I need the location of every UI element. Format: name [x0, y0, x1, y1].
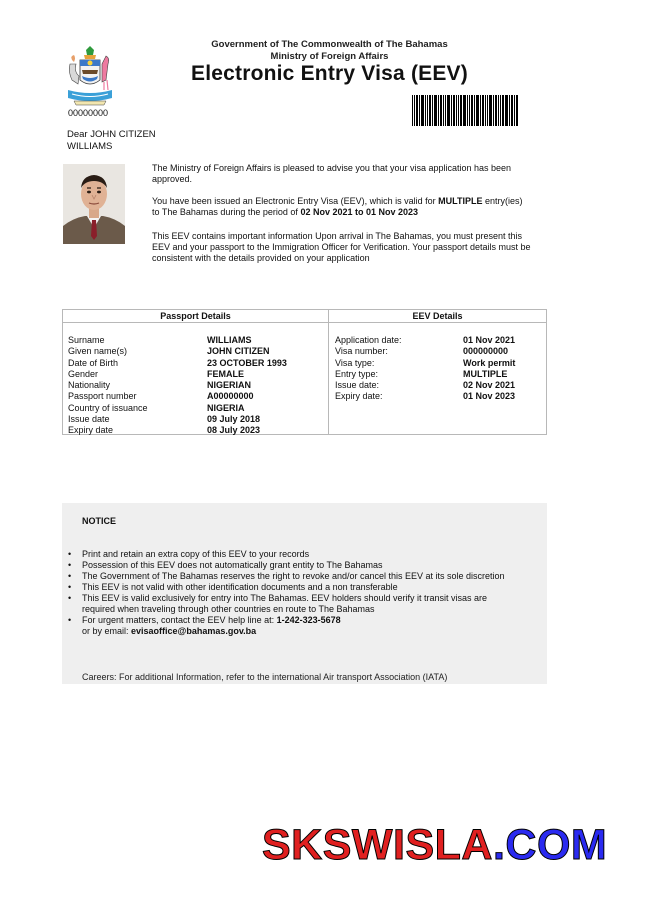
notice-item-text: This EEV is valid exclusively for entry into The Bahamas. EEV holders should verify it transit visas are required when traveling through other countries en route to The Bahamas [82, 593, 488, 614]
notice-item-text: This EEV is not valid with other identification documents and a non transferable [82, 582, 398, 592]
row-label: Expiry date: [335, 391, 383, 402]
email-prefix: or by email: [82, 626, 132, 636]
notice-list [68, 549, 508, 637]
table-row [68, 346, 323, 357]
table-row [68, 358, 323, 369]
row-value: 01 Nov 2021 [463, 335, 516, 345]
bullet-icon: • [68, 593, 72, 603]
row-value: MULTIPLE [463, 368, 508, 379]
table-row [68, 391, 323, 402]
bullet-icon: • [68, 582, 72, 592]
table-row [68, 403, 323, 414]
row-label: Visa number: [335, 346, 388, 357]
document-title: Electronic Entry Visa (EEV) [191, 62, 468, 85]
list-item [68, 571, 508, 582]
table-row [335, 346, 540, 357]
row-label: Gender [68, 368, 99, 379]
row-value: 02 Nov 2021 [463, 380, 516, 391]
table-row [68, 380, 323, 391]
row-value: 09 July 2018 [207, 414, 261, 425]
row-label: Issue date: [335, 380, 380, 391]
row-label: Surname [68, 335, 105, 345]
bullet-icon: • [68, 615, 72, 625]
barcode-icon [412, 95, 518, 126]
table-row [335, 335, 540, 346]
row-label: Expiry date [68, 425, 114, 436]
row-value: NIGERIAN [207, 380, 252, 391]
notice-title: NOTICE [82, 516, 117, 526]
row-value: 23 OCTOBER 1993 [207, 357, 287, 368]
row-label: Passport number [68, 391, 137, 402]
row-value: Work permit [463, 357, 516, 368]
row-value: NIGERIA [207, 402, 245, 413]
addressee-line2: WILLIAMS [67, 140, 113, 152]
validity-text-c: entry(ies) to The Bahamas during the period of [152, 196, 523, 217]
row-label: Country of issuance [68, 402, 148, 413]
validity-period-bold: 02 Nov 2021 to 01 Nov 2023 [300, 207, 419, 217]
table-row [68, 425, 323, 436]
row-label: Issue date [68, 414, 110, 425]
instructions-paragraph: This EEV contains important information Upon arrival in The Bahamas, you must present this EEV and your passport to the Immigration Officer for Verification. Your passport details must be consistent with the details provided on your application [152, 231, 531, 263]
bullet-icon: • [68, 549, 72, 559]
list-item [68, 593, 508, 615]
row-value: JOHN CITIZEN [207, 346, 270, 357]
row-value: 01 Nov 2023 [463, 391, 516, 402]
row-value: 08 July 2023 [207, 425, 261, 436]
list-item [68, 560, 508, 571]
validity-text-a: You have been issued an Electronic Entry Visa (EEV), which is valid for [152, 196, 439, 206]
table-row [335, 380, 540, 391]
applicant-photo [63, 164, 125, 244]
passport-details-heading: Passport Details [63, 310, 328, 323]
row-value: A00000000 [207, 391, 254, 402]
watermark-part2: .COM [492, 821, 608, 869]
row-label: Entry type: [335, 368, 379, 379]
addressee [67, 129, 187, 152]
row-value: WILLIAMS [207, 335, 252, 345]
notice-item-text: Print and retain an extra copy of this EEV to your records [82, 549, 310, 559]
entry-type-bold: MULTIPLE [438, 196, 483, 206]
row-label: Nationality [68, 380, 111, 391]
row-value: 000000000 [463, 346, 509, 357]
passport-rows [68, 335, 323, 437]
ministry-heading: Ministry of Foreign Affairs [270, 51, 389, 62]
row-label: Date of Birth [68, 357, 119, 368]
table-row [335, 369, 540, 380]
table-row [68, 335, 323, 346]
table-row [335, 391, 540, 402]
help-line-phone: 1-242-323-5678 [276, 615, 341, 625]
row-label: Given name(s) [68, 346, 128, 357]
approval-paragraph: The Ministry of Foreign Affairs is pleased to advise you that your visa application has been approved. [152, 163, 512, 184]
watermark-part1: SKSWISLA [262, 821, 493, 869]
list-item [68, 615, 508, 637]
notice-item-text: The Government of The Bahamas reserves the right to revoke and/or cancel this EEV at its sole discretion [82, 571, 505, 581]
table-row [68, 369, 323, 380]
table-row [68, 414, 323, 425]
validity-paragraph [152, 196, 532, 218]
careers-note: Careers: For additional Information, refer to the international Air transport Association (IATA) [82, 672, 448, 682]
row-value: FEMALE [207, 368, 244, 379]
list-item [68, 582, 508, 593]
passport-details-table [62, 309, 329, 435]
table-row [335, 358, 540, 369]
notice-item-text: Possession of this EEV does not automatically grant entity to The Bahamas [82, 560, 383, 570]
crest-number: 00000000 [68, 108, 109, 118]
bullet-icon: • [68, 571, 72, 581]
bahamas-coat-of-arms-icon [64, 46, 116, 106]
notice-panel [62, 503, 547, 684]
help-email: evisaoffice@bahamas.gov.ba [131, 626, 257, 636]
list-item [68, 549, 508, 560]
help-line-prefix: For urgent matters, contact the EEV help line at: [82, 615, 277, 625]
bullet-icon: • [68, 560, 72, 570]
government-heading: Government of The Commonwealth of The Bahamas [211, 39, 448, 50]
eev-rows [335, 335, 540, 403]
watermark [262, 820, 607, 870]
row-label: Application date: [335, 335, 402, 345]
addressee-line1: Dear JOHN CITIZEN [67, 129, 156, 140]
eev-details-heading: EEV Details [329, 310, 546, 323]
row-label: Visa type: [335, 357, 375, 368]
eev-details-table [329, 309, 547, 435]
